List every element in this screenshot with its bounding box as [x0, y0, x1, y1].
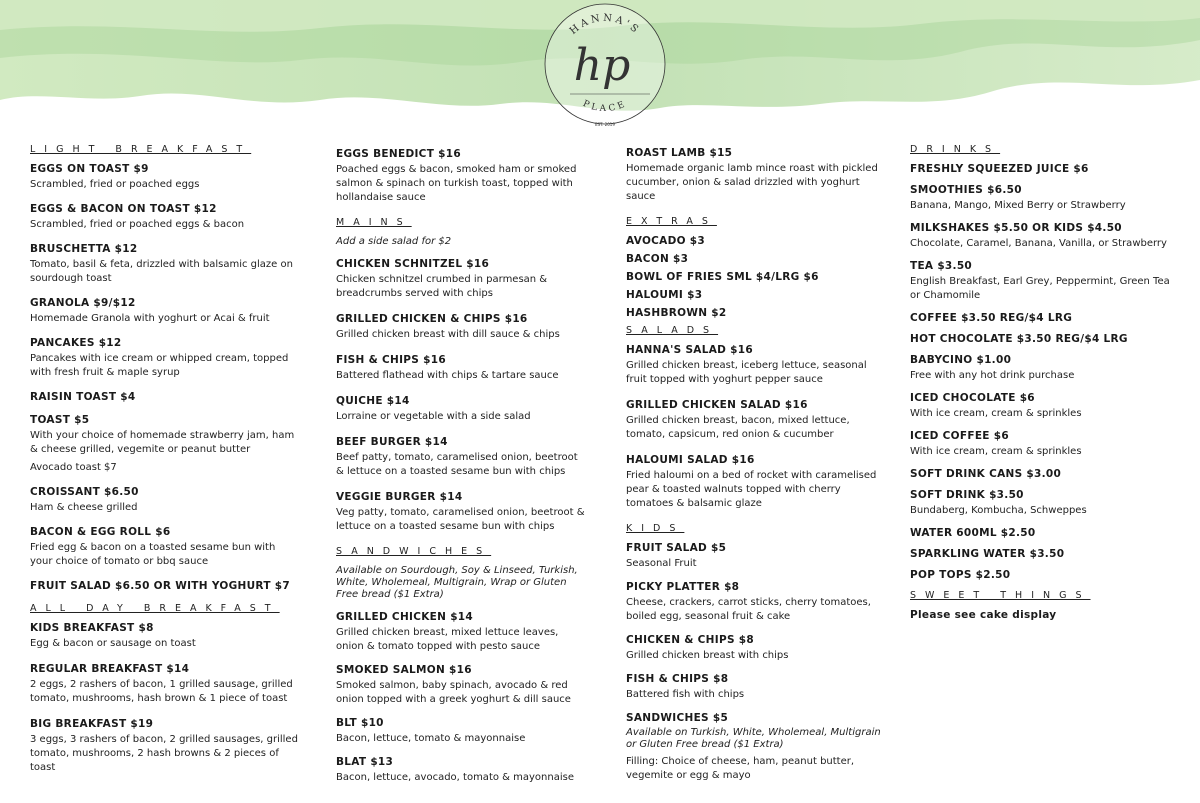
item-desc: Scrambled, fried or poached eggs & bacon — [30, 219, 245, 230]
logo-monogram: hp — [573, 40, 631, 91]
menu-item — [30, 297, 300, 326]
column-1 — [30, 140, 300, 787]
all-day-breakfast-list — [30, 622, 300, 775]
item-name: PICKY PLATTER $8 — [626, 581, 740, 593]
item-name: HALOUMI SALAD $16 — [626, 454, 755, 466]
extra-item: BOWL OF FRIES SML $4/LRG $6 — [626, 271, 819, 283]
menu-item — [910, 468, 1170, 480]
menu-item — [336, 756, 586, 785]
item-name: TOAST $5 — [30, 414, 90, 426]
mains-note: Add a side salad for $2 — [336, 236, 452, 247]
item-desc: Ham & cheese grilled — [30, 502, 138, 513]
item-name: SMOKED SALMON $16 — [336, 664, 472, 676]
item-name: FRESHLY SQUEEZED JUICE $6 — [910, 163, 1089, 175]
item-name: BIG BREAKFAST $19 — [30, 718, 154, 730]
sandwiches-list — [336, 611, 586, 785]
section-mains: MAINS — [336, 217, 412, 228]
menu-item — [910, 489, 1170, 518]
sweet-things-desc: Please see cake display — [910, 609, 1057, 621]
item-desc: Battered flathead with chips & tartare sauce — [336, 370, 559, 381]
menu-item — [30, 580, 300, 592]
mains-list — [336, 258, 586, 534]
section-salads: SALADS — [626, 325, 719, 336]
menu-item — [626, 673, 886, 702]
item-name: ROAST LAMB $15 — [626, 147, 733, 159]
column-4 — [910, 140, 1170, 624]
menu-item — [910, 569, 1170, 581]
item-desc: With your choice of homemade strawberry jam, ham & cheese grilled, vegemite or peanut butter — [30, 430, 295, 455]
item-desc: Grilled chicken breast with chips — [626, 650, 789, 661]
item-name: QUICHE $14 — [336, 395, 410, 407]
item-name: GRILLED CHICKEN SALAD $16 — [626, 399, 808, 411]
menu-item — [336, 354, 586, 383]
item-desc: Grilled chicken breast, bacon, mixed lettuce, tomato, capsicum, red onion & cucumber — [626, 415, 850, 440]
roast-lamb-list — [626, 147, 886, 204]
menu-item — [626, 344, 886, 387]
section-kids: KIDS — [626, 523, 685, 534]
item-name: BLAT $13 — [336, 756, 394, 768]
item-name: BACON & EGG ROLL $6 — [30, 526, 171, 538]
item-desc: Poached eggs & bacon, smoked ham or smoked salmon & spinach on turkish toast, topped with hollandaise sauce — [336, 164, 577, 203]
menu-item — [336, 717, 586, 746]
extra-item: BACON $3 — [626, 253, 689, 265]
item-name: SMOOTHIES $6.50 — [910, 184, 1022, 196]
item-desc: Lorraine or vegetable with a side salad — [336, 411, 531, 422]
menu-item — [30, 203, 300, 232]
menu-item — [30, 526, 300, 569]
item-name: BLT $10 — [336, 717, 384, 729]
menu-item — [910, 354, 1170, 383]
item-name: CROISSANT $6.50 — [30, 486, 139, 498]
item-name: SOFT DRINK $3.50 — [910, 489, 1024, 501]
menu-item — [626, 634, 886, 663]
extra-item: HALOUMI $3 — [626, 289, 703, 301]
menu-item — [336, 313, 586, 342]
item-name: PANCAKES $12 — [30, 337, 122, 349]
item-desc: Bacon, lettuce, avocado, tomato & mayonnaise — [336, 772, 574, 783]
extras-list — [626, 235, 886, 319]
menu-item — [30, 718, 300, 775]
item-desc: Fried egg & bacon on a toasted sesame bun with your choice of tomato or bbq sauce — [30, 542, 276, 567]
menu-item — [626, 581, 886, 624]
item-desc: With ice cream, cream & sprinkles — [910, 408, 1082, 419]
item-name: RAISIN TOAST $4 — [30, 391, 136, 403]
salads-list — [626, 344, 886, 511]
menu-item — [910, 163, 1170, 175]
item-desc: Bundaberg, Kombucha, Schweppes — [910, 505, 1087, 516]
item-extra: Avocado toast $7 — [30, 462, 117, 473]
item-name: SANDWICHES $5 — [626, 712, 729, 724]
logo-top-text: HANNA'S — [567, 12, 643, 38]
menu-item — [910, 430, 1170, 459]
item-desc: With ice cream, cream & sprinkles — [910, 446, 1082, 457]
menu-item — [910, 260, 1170, 303]
item-name: GRILLED CHICKEN & CHIPS $16 — [336, 313, 528, 325]
item-desc: Scrambled, fried or poached eggs — [30, 179, 200, 190]
menu-item — [910, 392, 1170, 421]
item-desc: Homemade Granola with yoghurt or Acai & fruit — [30, 313, 270, 324]
menu-item — [910, 312, 1170, 324]
item-name: HOT CHOCOLATE $3.50 REG/$4 LRG — [910, 333, 1128, 345]
item-desc: Banana, Mango, Mixed Berry or Strawberry — [910, 200, 1126, 211]
menu-item — [626, 147, 886, 204]
menu-item — [336, 436, 586, 479]
column-2 — [336, 148, 586, 795]
menu-item — [30, 414, 300, 475]
item-desc: 2 eggs, 2 rashers of bacon, 1 grilled sausage, grilled tomato, mushrooms, hash brown & 1 piece of toast — [30, 679, 293, 704]
item-name: WATER 600ML $2.50 — [910, 527, 1036, 539]
item-name: EGGS ON TOAST $9 — [30, 163, 149, 175]
item-desc: Bacon, lettuce, tomato & mayonnaise — [336, 733, 526, 744]
item-name: FRUIT SALAD $5 — [626, 542, 727, 554]
section-all-day-breakfast: ALL DAY BREAKFAST — [30, 603, 280, 614]
item-desc: Battered fish with chips — [626, 689, 745, 700]
menu-item — [336, 491, 586, 534]
hannas-place-logo — [540, 0, 670, 130]
logo-bottom-text: PLACE — [581, 98, 629, 115]
item-name: BABYCINO $1.00 — [910, 354, 1012, 366]
menu-item — [336, 395, 586, 424]
sandwiches-note: Available on Sourdough, Soy & Linseed, Turkish, White, Wholemeal, Multigrain, Wrap or Gluten Free bread ($1 Extra) — [336, 565, 578, 600]
item-name: VEGGIE BURGER $14 — [336, 491, 463, 503]
item-desc: Filling: Choice of cheese, ham, peanut butter, vegemite or egg & mayo — [626, 756, 855, 781]
menu-item — [30, 243, 300, 286]
item-desc: Pancakes with ice cream or whipped cream, topped with fresh fruit & maple syrup — [30, 353, 289, 378]
item-desc: Veg patty, tomato, caramelised onion, beetroot & lettuce on a toasted sesame bun with chips — [336, 507, 585, 532]
item-name: CHICKEN SCHNITZEL $16 — [336, 258, 490, 270]
menu-item — [910, 222, 1170, 251]
item-name: BEEF BURGER $14 — [336, 436, 448, 448]
column-3 — [626, 147, 886, 793]
menu-item — [626, 542, 886, 571]
item-desc: English Breakfast, Earl Grey, Peppermint, Green Tea or Chamomile — [910, 276, 1170, 301]
item-desc: Egg & bacon or sausage on toast — [30, 638, 196, 649]
menu-item — [626, 399, 886, 442]
item-name: CHICKEN & CHIPS $8 — [626, 634, 754, 646]
section-sandwiches: SANDWICHES — [336, 546, 492, 557]
menu-item — [336, 611, 586, 654]
menu-item — [30, 163, 300, 192]
extra-item: AVOCADO $3 — [626, 235, 706, 247]
item-desc: Homemade organic lamb mince roast with pickled cucumber, onion & salad drizzled with yoghurt sauce — [626, 163, 878, 202]
item-name: REGULAR BREAKFAST $14 — [30, 663, 190, 675]
item-name: SPARKLING WATER $3.50 — [910, 548, 1065, 560]
item-desc: Chicken schnitzel crumbed in parmesan & breadcrumbs served with chips — [336, 274, 548, 299]
item-name: MILKSHAKES $5.50 OR KIDS $4.50 — [910, 222, 1122, 234]
item-desc: Cheese, crackers, carrot sticks, cherry tomatoes, boiled egg, seasonal fruit & cake — [626, 597, 871, 622]
item-desc: Beef patty, tomato, caramelised onion, beetroot & lettuce on a toasted sesame bun with chips — [336, 452, 578, 477]
menu-item — [30, 663, 300, 706]
menu-item — [910, 548, 1170, 560]
item-name: FISH & CHIPS $8 — [626, 673, 729, 685]
menu-item — [336, 664, 586, 707]
menu-item — [30, 486, 300, 515]
item-desc: 3 eggs, 3 rashers of bacon, 2 grilled sausages, grilled tomato, mushrooms, 2 hash browns & 2 pieces of toast — [30, 734, 298, 773]
menu-item — [910, 527, 1170, 539]
drinks-list — [910, 163, 1170, 581]
menu-item — [626, 454, 886, 511]
item-desc: Tomato, basil & feta, drizzled with balsamic glaze on sourdough toast — [30, 259, 293, 284]
menu-item — [336, 148, 586, 205]
item-name: EGGS BENEDICT $16 — [336, 148, 461, 160]
section-light-breakfast: LIGHT BREAKFAST — [30, 144, 252, 155]
section-extras: EXTRAS — [626, 216, 717, 227]
item-name: GRILLED CHICKEN $14 — [336, 611, 474, 623]
item-desc: Chocolate, Caramel, Banana, Vanilla, or Strawberry — [910, 238, 1167, 249]
item-desc: Grilled chicken breast with dill sauce & chips — [336, 329, 560, 340]
menu-item — [626, 712, 886, 783]
item-name: BRUSCHETTA $12 — [30, 243, 138, 255]
section-sweet-things: SWEET THINGS — [910, 590, 1091, 601]
extra-item: HASHBROWN $2 — [626, 307, 727, 319]
item-name: HANNA'S SALAD $16 — [626, 344, 753, 356]
menu-item — [30, 622, 300, 651]
item-note: Available on Turkish, White, Wholemeal, Multigrain or Gluten Free bread ($1 Extra) — [626, 727, 881, 750]
item-name: GRANOLA $9/$12 — [30, 297, 136, 309]
benedict-list — [336, 148, 586, 205]
item-name: SOFT DRINK CANS $3.00 — [910, 468, 1062, 480]
light-breakfast-list — [30, 163, 300, 592]
item-desc: Grilled chicken breast, mixed lettuce leaves, onion & tomato topped with pesto sauce — [336, 627, 559, 652]
item-desc: Smoked salmon, baby spinach, avocado & red onion topped with a greek yoghurt & dill sauce — [336, 680, 571, 705]
item-name: COFFEE $3.50 REG/$4 LRG — [910, 312, 1073, 324]
item-name: FISH & CHIPS $16 — [336, 354, 446, 366]
item-name: EGGS & BACON ON TOAST $12 — [30, 203, 217, 215]
menu-item — [910, 333, 1170, 345]
item-desc: Fried haloumi on a bed of rocket with caramelised pear & toasted walnuts topped with cherry tomatoes & balsamic glaze — [626, 470, 877, 509]
item-name: ICED COFFEE $6 — [910, 430, 1009, 442]
menu-item — [910, 184, 1170, 213]
item-name: KIDS BREAKFAST $8 — [30, 622, 154, 634]
item-name: ICED CHOCOLATE $6 — [910, 392, 1035, 404]
logo-est: EST. 2019 — [595, 122, 615, 127]
item-name: TEA $3.50 — [910, 260, 973, 272]
item-desc: Free with any hot drink purchase — [910, 370, 1075, 381]
menu-item — [30, 391, 300, 403]
menu-item — [30, 337, 300, 380]
section-drinks: DRINKS — [910, 144, 1001, 155]
item-desc: Grilled chicken breast, iceberg lettuce, seasonal fruit topped with yoghurt pepper sauce — [626, 360, 867, 385]
kids-list — [626, 542, 886, 702]
item-desc: Seasonal Fruit — [626, 558, 697, 569]
item-name: POP TOPS $2.50 — [910, 569, 1011, 581]
item-name: FRUIT SALAD $6.50 OR WITH YOGHURT $7 — [30, 580, 290, 592]
menu-item — [336, 258, 586, 301]
